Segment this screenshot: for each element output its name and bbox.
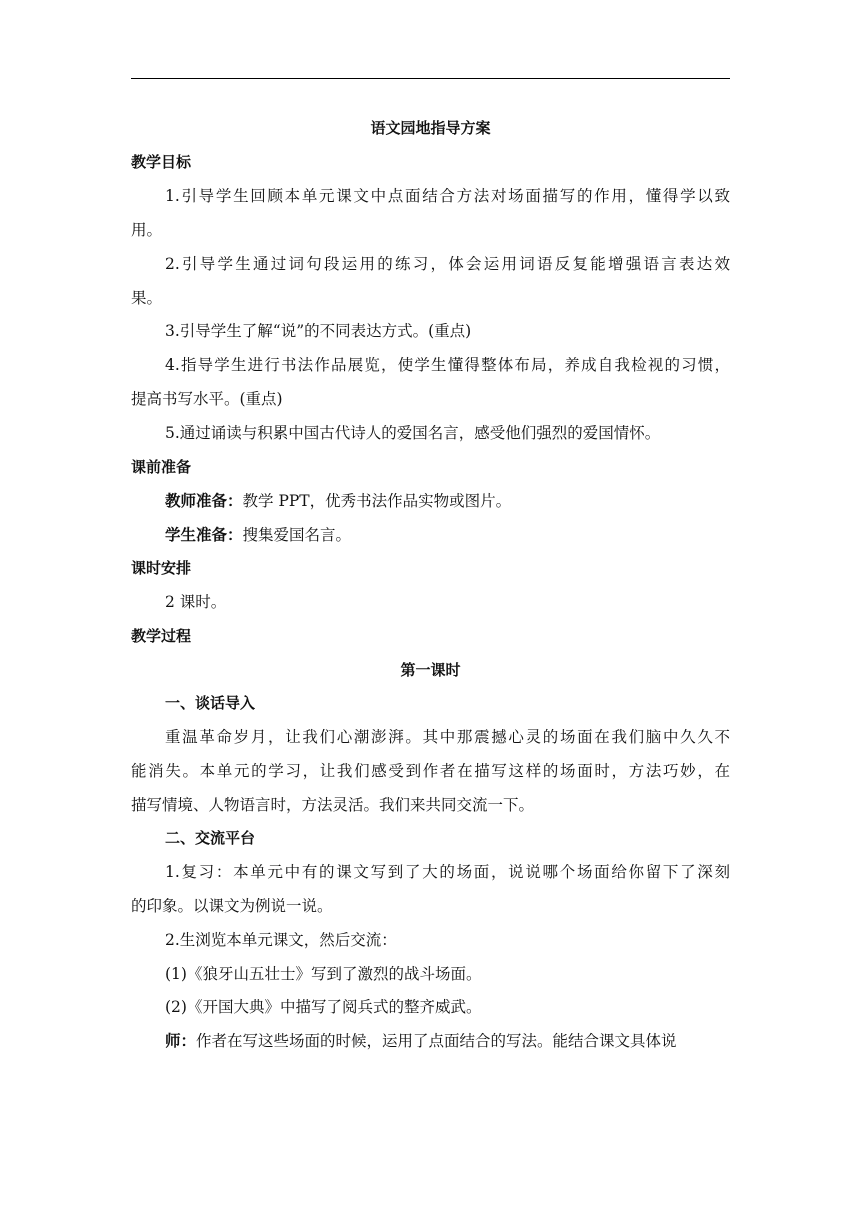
goal-1-line-2: 用。	[131, 221, 163, 239]
goal-5: 5.通过诵读与积累中国古代诗人的爱国名言，感受他们强烈的爱国情怀。	[165, 424, 661, 442]
student-prep	[131, 525, 730, 545]
student-prep-label: 学生准备：	[165, 526, 243, 544]
part1-line-3: 描写情境、人物语言时，方法灵活。我们来共同交流一下。	[131, 796, 535, 814]
teacher-prep	[131, 491, 730, 511]
goal-2-line-1: 2.引导学生通过词句段运用的练习，体会运用词语反复能增强语言表达效	[165, 255, 730, 273]
teacher-remark-text: 作者在写这些场面的时候，运用了点面结合的写法。能结合课文具体说	[196, 1032, 677, 1050]
page-title: 语文园地指导方案	[370, 119, 491, 137]
part2-sub2: (2)《开国大典》中描写了阅兵式的整齐威武。	[165, 998, 482, 1016]
teacher-prep-label: 教师准备：	[165, 492, 243, 510]
part2-sub1: (1)《狼牙山五壮士》写到了激烈的战斗场面。	[165, 965, 482, 983]
goal-3: 3.引导学生了解“说”的不同表达方式。(重点)	[165, 322, 472, 340]
lesson-title: 第一课时	[400, 661, 461, 679]
prep-heading: 课前准备	[131, 458, 192, 476]
header-rule	[131, 78, 730, 79]
schedule-heading: 课时安排	[131, 559, 192, 577]
goal-2-line-2: 果。	[131, 289, 163, 307]
part2-heading: 二、交流平台	[165, 829, 256, 847]
teacher-prep-text: 教学 PPT，优秀书法作品实物或图片。	[242, 492, 512, 510]
part2-item1-line-2: 的印象。以课文为例说一说。	[131, 897, 333, 915]
goal-4-line-1: 4.指导学生进行书法作品展览，使学生懂得整体布局，养成自我检视的习惯，	[165, 356, 730, 374]
teacher-remark-label: 师：	[165, 1032, 197, 1050]
student-prep-text: 搜集爱国名言。	[242, 526, 352, 544]
schedule-text: 2 课时。	[165, 593, 227, 611]
goal-4-line-2: 提高书写水平。(重点)	[131, 390, 283, 408]
teacher-remark	[131, 1031, 730, 1051]
part2-item2: 2.生浏览本单元课文，然后交流：	[165, 931, 397, 949]
process-heading: 教学过程	[131, 627, 192, 645]
goal-1-line-1: 1.引导学生回顾本单元课文中点面结合方法对场面描写的作用，懂得学以致	[165, 187, 730, 205]
part1-heading: 一、谈话导入	[165, 694, 256, 712]
goals-heading: 教学目标	[131, 153, 192, 171]
part1-line-2: 能消失。本单元的学习，让我们感受到作者在描写这样的场面时，方法巧妙，在	[131, 762, 730, 780]
part2-item1-line-1: 1.复习：本单元中有的课文写到了大的场面，说说哪个场面给你留下了深刻	[165, 863, 730, 881]
part1-line-1: 重温革命岁月，让我们心潮澎湃。其中那震撼心灵的场面在我们脑中久久不	[165, 728, 730, 746]
